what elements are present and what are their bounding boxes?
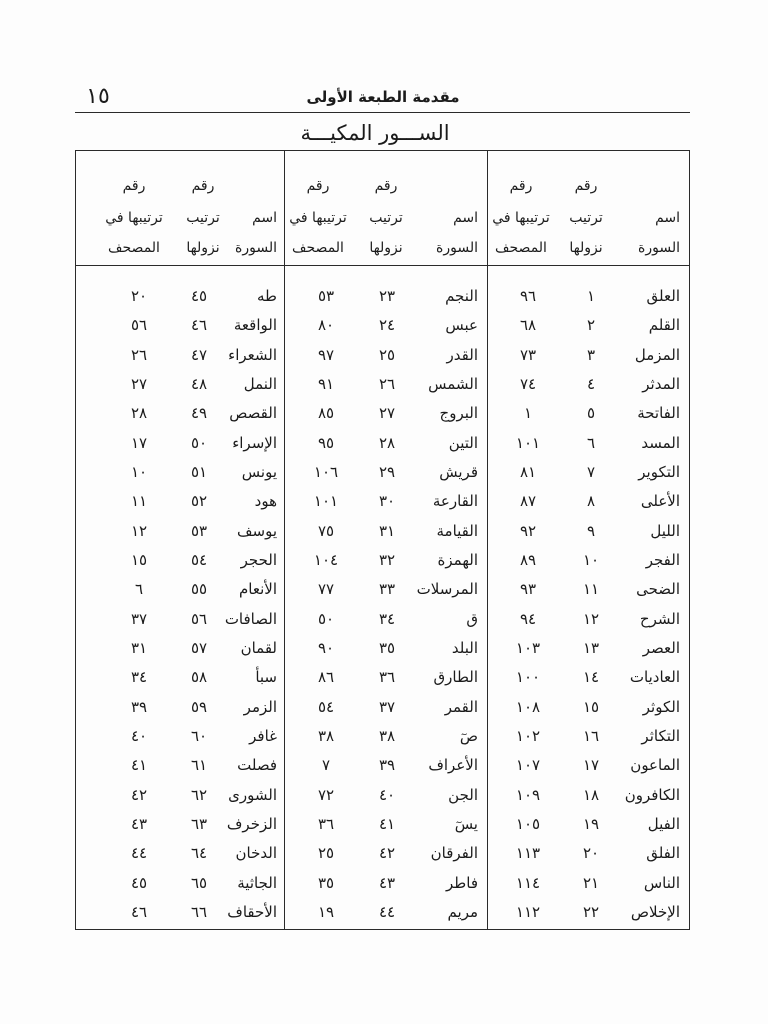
surah-name: المسد <box>641 433 680 452</box>
revelation-order: ٣٦ <box>378 668 396 687</box>
revelation-order: ٥٣ <box>190 521 208 540</box>
surah-name: الشمس <box>428 374 478 393</box>
column-group <box>75 151 283 929</box>
mushaf-order: ١٠ <box>130 462 148 481</box>
mushaf-order: ٦٨ <box>519 316 537 335</box>
surah-name: الفلق <box>646 844 680 863</box>
table-row <box>284 283 486 309</box>
table-row <box>75 518 283 544</box>
table-row <box>487 723 689 749</box>
header-surah-name: السورة <box>436 240 478 256</box>
header-mushaf-order: رقم <box>509 178 533 194</box>
revelation-order: ٤٤ <box>378 902 396 921</box>
revelation-order: ٤٦ <box>190 316 208 335</box>
table-row <box>75 752 283 778</box>
header-revelation-order: رقم <box>374 178 398 194</box>
revelation-order: ٢٧ <box>378 404 396 423</box>
surah-name: التين <box>448 433 478 452</box>
header-mushaf-order: ترتيبها في <box>289 210 347 226</box>
revelation-order: ١٠ <box>582 550 600 569</box>
revelation-order: ٢٣ <box>378 287 396 305</box>
table-row <box>75 606 283 632</box>
table-row <box>487 488 689 514</box>
mushaf-order: ٩٢ <box>519 521 537 540</box>
surah-name: الضحى <box>636 580 680 599</box>
table-row <box>284 840 486 866</box>
running-title: مقدمة الطبعة الأولى <box>306 88 460 106</box>
surah-name: الجاثية <box>237 873 277 892</box>
mushaf-order: ٩٥ <box>317 433 335 452</box>
surah-name: البروج <box>439 404 478 423</box>
revelation-order: ٢٨ <box>378 433 396 452</box>
surah-name: الفرقان <box>430 844 478 863</box>
revelation-order: ٧ <box>586 462 596 481</box>
table-row <box>284 342 486 368</box>
mushaf-order: ٣٩ <box>130 697 148 716</box>
revelation-order: ١٢ <box>582 609 600 628</box>
header-revelation-order: ترتيب <box>569 210 603 226</box>
table-row <box>284 723 486 749</box>
revelation-order: ٤ <box>586 374 596 393</box>
mushaf-order: ١٠٣ <box>515 638 541 657</box>
mushaf-order: ٩٠ <box>317 638 335 657</box>
surah-name: المرسلات <box>416 580 478 599</box>
revelation-order: ٢١ <box>582 873 600 892</box>
revelation-order: ٦٢ <box>190 785 208 804</box>
revelation-order: ٤٧ <box>190 345 208 364</box>
table-row <box>487 694 689 720</box>
revelation-order: ٢ <box>586 316 596 335</box>
header-mushaf-order: المصحف <box>292 240 344 256</box>
surah-name: الصافات <box>224 609 277 628</box>
table-row <box>75 811 283 837</box>
revelation-order: ٤٩ <box>190 404 208 423</box>
surah-name: هود <box>254 492 277 511</box>
mushaf-order: ٨٦ <box>317 668 335 687</box>
surah-name: العصر <box>642 638 680 657</box>
surah-name: الزمر <box>243 697 277 716</box>
surah-name: الهمزة <box>437 550 478 569</box>
mushaf-order: ٨١ <box>519 462 537 481</box>
table-row <box>284 459 486 485</box>
mushaf-order: ٩٦ <box>519 287 537 305</box>
mushaf-order: ١٠١ <box>515 433 541 452</box>
table-row <box>75 635 283 661</box>
surah-name: غافر <box>249 726 277 745</box>
header-mushaf-order: ترتيبها في <box>492 210 550 226</box>
table-row <box>75 342 283 368</box>
revelation-order: ٣٤ <box>378 609 396 628</box>
mushaf-order: ٢٨ <box>130 404 148 423</box>
table-row <box>284 312 486 338</box>
revelation-order: ٣٨ <box>378 726 396 745</box>
mushaf-order: ٧٢ <box>317 785 335 804</box>
revelation-order: ٥٦ <box>190 609 208 628</box>
revelation-order: ٣ <box>586 345 596 364</box>
revelation-order: ٣٠ <box>378 492 396 511</box>
mushaf-order: ١٢ <box>130 521 148 540</box>
revelation-order: ٥٢ <box>190 492 208 511</box>
table-row <box>75 547 283 573</box>
mushaf-order: ٣٥ <box>317 873 335 892</box>
table-row <box>75 840 283 866</box>
table-row <box>284 430 486 456</box>
table-row <box>284 518 486 544</box>
revelation-order: ٥٨ <box>190 668 208 687</box>
surah-name: العلق <box>646 287 680 305</box>
table-row <box>284 870 486 896</box>
surah-name: الواقعة <box>233 316 277 335</box>
surah-name: مريم <box>447 902 478 921</box>
table-row <box>487 782 689 808</box>
surah-name: الشرح <box>639 609 680 628</box>
surah-name: الشورى <box>228 785 277 804</box>
revelation-order: ١ <box>586 287 596 305</box>
table-row <box>487 870 689 896</box>
table-row <box>284 400 486 426</box>
table-row <box>284 811 486 837</box>
surah-name: قريش <box>439 462 478 481</box>
surah-name: الأحقاف <box>227 902 277 921</box>
surah-name: الماعون <box>630 756 680 775</box>
table-row <box>284 752 486 778</box>
page-number: ١٥ <box>86 84 110 109</box>
table-row <box>487 547 689 573</box>
mushaf-order: ٨٩ <box>519 550 537 569</box>
table-row <box>284 664 486 690</box>
table-row <box>487 664 689 690</box>
table-row <box>284 782 486 808</box>
revelation-order: ٢٩ <box>378 462 396 481</box>
revelation-order: ١١ <box>582 580 600 599</box>
table-row <box>284 488 486 514</box>
mushaf-order: ٧٥ <box>317 521 335 540</box>
revelation-order: ٦٠ <box>190 726 208 745</box>
surah-name: القمر <box>444 697 478 716</box>
revelation-order: ٣٩ <box>378 756 396 775</box>
table-row <box>284 694 486 720</box>
mushaf-order: ٢٦ <box>130 345 148 364</box>
revelation-order: ٢٤ <box>378 316 396 335</box>
table-row <box>487 400 689 426</box>
surah-name: لقمان <box>240 638 277 657</box>
surah-name: الجن <box>448 785 478 804</box>
surah-name: الزخرف <box>226 814 277 833</box>
mushaf-order: ٧ <box>321 756 331 775</box>
revelation-order: ٤٢ <box>378 844 396 863</box>
meccan-surahs-table <box>75 150 690 930</box>
mushaf-order: ٤٢ <box>130 785 148 804</box>
mushaf-order: ٩٣ <box>519 580 537 599</box>
table-row <box>284 371 486 397</box>
surah-name: الإسراء <box>232 433 277 452</box>
revelation-order: ٥٤ <box>190 550 208 569</box>
mushaf-order: ٤٦ <box>130 902 148 921</box>
table-row <box>75 576 283 602</box>
mushaf-order: ١١٤ <box>515 873 541 892</box>
surah-name: الأعلى <box>640 492 680 511</box>
group-header <box>284 151 486 265</box>
surah-name: الكافرون <box>624 785 680 804</box>
revelation-order: ١٤ <box>582 668 600 687</box>
surah-name: القيامة <box>436 521 478 540</box>
revelation-order: ٢٠ <box>582 844 600 863</box>
table-row <box>487 283 689 309</box>
revelation-order: ٩ <box>586 521 596 540</box>
surah-name: الشعراء <box>228 345 277 364</box>
surah-name: الفجر <box>645 550 680 569</box>
surah-name: الأنعام <box>239 580 277 599</box>
revelation-order: ٦٣ <box>190 814 208 833</box>
mushaf-order: ١٠٩ <box>515 785 541 804</box>
revelation-order: ١٧ <box>582 756 600 775</box>
table-row <box>487 752 689 778</box>
mushaf-order: ١٠٠ <box>515 668 541 687</box>
column-group <box>284 151 486 929</box>
surah-name: البلد <box>451 638 478 657</box>
revelation-order: ٢٦ <box>378 374 396 393</box>
revelation-order: ١٦ <box>582 726 600 745</box>
mushaf-order: ٥٣ <box>317 287 335 305</box>
table-row <box>284 635 486 661</box>
revelation-order: ٤٥ <box>190 287 208 305</box>
header-mushaf-order: رقم <box>122 178 146 194</box>
revelation-order: ٥٧ <box>190 638 208 657</box>
mushaf-order: ١٩ <box>317 902 335 921</box>
table-row <box>75 283 283 309</box>
mushaf-order: ٨٥ <box>317 404 335 423</box>
surah-name: الحجر <box>240 550 277 569</box>
mushaf-order: ٣٤ <box>130 668 148 687</box>
header-revelation-order: رقم <box>574 178 598 194</box>
revelation-order: ١٥ <box>582 697 600 716</box>
mushaf-order: ٨٧ <box>519 492 537 511</box>
revelation-order: ٣٣ <box>378 580 396 599</box>
section-title: الســـور المكيـــة <box>300 121 450 145</box>
table-row <box>284 899 486 925</box>
table-row <box>487 342 689 368</box>
table-row <box>75 723 283 749</box>
revelation-order: ٨ <box>586 492 596 511</box>
header-revelation-order: ترتيب <box>369 210 403 226</box>
header-revelation-order: نزولها <box>569 240 603 256</box>
surah-name: الفيل <box>647 814 680 833</box>
table-row <box>487 518 689 544</box>
mushaf-order: ١٥ <box>130 550 148 569</box>
surah-name: النجم <box>445 287 478 305</box>
mushaf-order: ٣٨ <box>317 726 335 745</box>
mushaf-order: ١٠٨ <box>515 697 541 716</box>
revelation-order: ٢٢ <box>582 902 600 921</box>
mushaf-order: ١٠٤ <box>313 550 339 569</box>
table-row <box>487 635 689 661</box>
mushaf-order: ١٧ <box>130 433 148 452</box>
mushaf-order: ١٠٧ <box>515 756 541 775</box>
table-row <box>75 371 283 397</box>
surah-name: المدثر <box>642 374 680 393</box>
mushaf-order: ٩٧ <box>317 345 335 364</box>
revelation-order: ٦٥ <box>190 873 208 892</box>
table-row <box>487 606 689 632</box>
table-row <box>487 459 689 485</box>
surah-name: الأعراف <box>428 756 478 775</box>
surah-name: الفاتحة <box>637 404 680 423</box>
mushaf-order: ٩٤ <box>519 609 537 628</box>
table-row <box>487 371 689 397</box>
surah-name: التكوير <box>638 462 680 481</box>
table-row <box>75 488 283 514</box>
revelation-order: ٥١ <box>190 462 208 481</box>
revelation-order: ٣٧ <box>378 697 396 716</box>
surah-name: التكاثر <box>641 726 680 745</box>
surah-name: سبأ <box>255 668 277 687</box>
mushaf-order: ٥٠ <box>317 609 335 628</box>
surah-name: الليل <box>650 521 680 540</box>
header-mushaf-order: المصحف <box>108 240 160 256</box>
revelation-order: ٦ <box>586 433 596 452</box>
table-row <box>75 694 283 720</box>
surah-name: الكوثر <box>642 697 680 716</box>
mushaf-order: ٩١ <box>317 374 335 393</box>
header-revelation-order: ترتيب <box>186 210 220 226</box>
revelation-order: ٤٠ <box>378 785 396 804</box>
surah-name: الإخلاص <box>630 902 680 921</box>
mushaf-order: ٤١ <box>130 756 148 775</box>
surah-name: النمل <box>243 374 277 393</box>
table-row <box>487 576 689 602</box>
surah-name: القلم <box>648 316 680 335</box>
mushaf-order: ٤٣ <box>130 814 148 833</box>
mushaf-order: ٥٦ <box>130 316 148 335</box>
surah-name: ق <box>466 609 478 628</box>
surah-name: فاطر <box>446 873 478 892</box>
mushaf-order: ١١ <box>130 492 148 511</box>
revelation-order: ٤٣ <box>378 873 396 892</box>
header-revelation-order: رقم <box>191 178 215 194</box>
revelation-order: ٣٢ <box>378 550 396 569</box>
table-row <box>284 576 486 602</box>
revelation-order: ٦٦ <box>190 902 208 921</box>
header-revelation-order: نزولها <box>369 240 403 256</box>
header-surah-name: السورة <box>638 240 680 256</box>
column-group <box>487 151 689 929</box>
revelation-order: ٣٥ <box>378 638 396 657</box>
revelation-order: ٥ <box>586 404 596 423</box>
mushaf-order: ٢٠ <box>130 287 148 305</box>
table-row <box>75 430 283 456</box>
mushaf-order: ٤٥ <box>130 873 148 892</box>
mushaf-order: ٣٧ <box>130 609 148 628</box>
header-surah-name: اسم <box>655 210 680 226</box>
surah-name: طه <box>257 287 277 305</box>
mushaf-order: ١٠٥ <box>515 814 541 833</box>
table-row <box>487 430 689 456</box>
surah-name: يونس <box>241 462 277 481</box>
mushaf-order: ٦ <box>134 580 144 599</box>
table-row <box>284 547 486 573</box>
mushaf-order: ٧٤ <box>519 374 537 393</box>
mushaf-order: ٤٤ <box>130 844 148 863</box>
mushaf-order: ١٠٦ <box>313 462 339 481</box>
table-row <box>487 840 689 866</box>
surah-name: يوسف <box>236 521 277 540</box>
revelation-order: ١٣ <box>582 638 600 657</box>
table-row <box>75 312 283 338</box>
table-row <box>75 870 283 896</box>
mushaf-order: ٧٧ <box>317 580 335 599</box>
mushaf-order: ١ <box>523 404 533 423</box>
surah-name: القارعة <box>432 492 478 511</box>
mushaf-order: ٢٧ <box>130 374 148 393</box>
revelation-order: ٦١ <box>190 756 208 775</box>
table-row <box>75 459 283 485</box>
header-rule <box>75 112 690 113</box>
revelation-order: ٥٩ <box>190 697 208 716</box>
header-mushaf-order: المصحف <box>495 240 547 256</box>
surah-name: العاديات <box>629 668 680 687</box>
header-surah-name: اسم <box>453 210 478 226</box>
mushaf-order: ٥٤ <box>317 697 335 716</box>
header-mushaf-order: ترتيبها في <box>105 210 163 226</box>
surah-name: القدر <box>446 345 478 364</box>
revelation-order: ١٨ <box>582 785 600 804</box>
mushaf-order: ١١٢ <box>515 902 541 921</box>
surah-name: الطارق <box>433 668 478 687</box>
table-row <box>75 899 283 925</box>
table-row <box>75 782 283 808</box>
header-revelation-order: نزولها <box>186 240 220 256</box>
mushaf-order: ١٠١ <box>313 492 339 511</box>
revelation-order: ٥٥ <box>190 580 208 599</box>
header-surah-name: اسم <box>252 210 277 226</box>
group-header <box>487 151 689 265</box>
revelation-order: ٤١ <box>378 814 396 833</box>
header-surah-name: السورة <box>235 240 277 256</box>
revelation-order: ٥٠ <box>190 433 208 452</box>
group-header <box>75 151 283 265</box>
surah-name: صٓ <box>459 726 478 745</box>
revelation-order: ٤٨ <box>190 374 208 393</box>
mushaf-order: ٣٦ <box>317 814 335 833</box>
revelation-order: ١٩ <box>582 814 600 833</box>
table-row <box>75 664 283 690</box>
mushaf-order: ١١٣ <box>515 844 541 863</box>
mushaf-order: ٤٠ <box>130 726 148 745</box>
mushaf-order: ٣١ <box>130 638 148 657</box>
mushaf-order: ٨٠ <box>317 316 335 335</box>
table-row <box>487 899 689 925</box>
surah-name: عبس <box>445 316 478 335</box>
revelation-order: ٢٥ <box>378 345 396 364</box>
revelation-order: ٦٤ <box>190 844 208 863</box>
table-row <box>487 312 689 338</box>
mushaf-order: ١٠٢ <box>515 726 541 745</box>
surah-name: القصص <box>229 404 277 423</box>
header-mushaf-order: رقم <box>306 178 330 194</box>
surah-name: المزمل <box>634 345 680 364</box>
surah-name: يسٓ <box>454 814 478 833</box>
surah-name: الناس <box>643 873 680 892</box>
surah-name: الدخان <box>235 844 277 863</box>
table-row <box>75 400 283 426</box>
table-row <box>284 606 486 632</box>
mushaf-order: ٢٥ <box>317 844 335 863</box>
revelation-order: ٣١ <box>378 521 396 540</box>
table-row <box>487 811 689 837</box>
surah-name: فصلت <box>237 756 277 775</box>
mushaf-order: ٧٣ <box>519 345 537 364</box>
